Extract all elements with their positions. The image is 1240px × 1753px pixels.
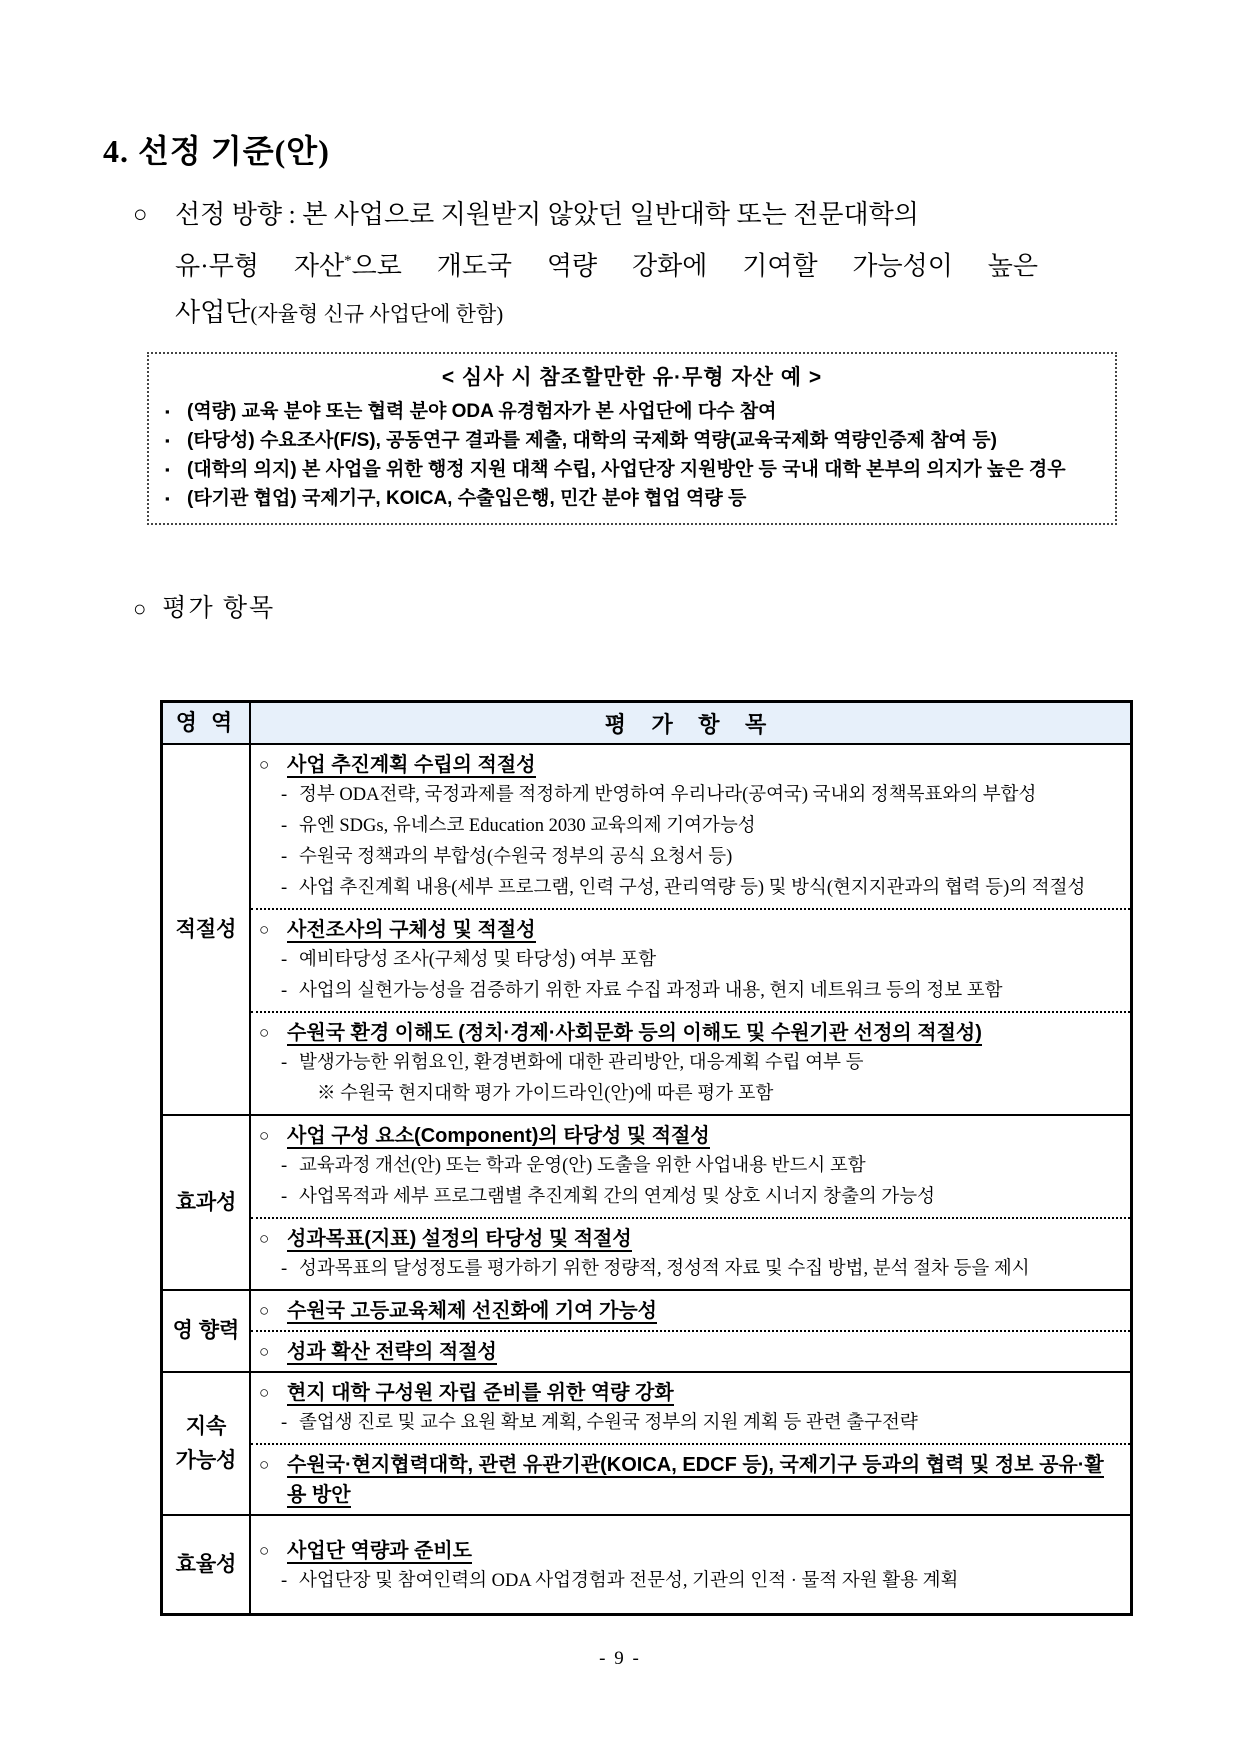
eval-section [251,1330,1130,1371]
eval-section [251,1373,1130,1443]
asset-item-text: (타당성) 수요조사(F/S), 공동연구 결과를 제출, 대학의 국제화 역량(교육국제화 역량인증제 참여 등) [187,430,997,451]
eval-section [251,1116,1130,1217]
circle-bullet-icon: ○ [133,596,149,621]
section-title: 수원국·현지협력대학, 관련 유관기관(KOICA, EDCF 등), 국제기구 등과의 협력 및 정보 공유·활용 방안 [287,1454,1104,1506]
sub-item: - 사업단장 및 참여인력의 ODA 사업경험과 전문성, 기관의 인적 · 물적 자원 활용 계획 [281,1571,959,1591]
asset-item-text: (대학의 의지) 본 사업을 위한 행정 지원 대책 수립, 사업단장 지원방안 등 국내 대학 본부의 의지가 높은 경우 [187,459,1066,480]
list-item [163,455,1101,484]
table-row-sustainability [163,1371,1130,1514]
area-label: 효율성 [163,1516,251,1613]
sub-item: - 교육과정 개선(안) 또는 학과 운영(안) 도출을 위한 사업내용 반드시 포함 [281,1156,866,1176]
table-row-adequacy [163,743,1130,1114]
circle-marker-icon: ○ [259,1383,270,1402]
sub-item: - 사업의 실현가능성을 검증하기 위한 자료 수집 과정과 내용, 현지 네트워크 등의 정보 포함 [281,981,1003,1001]
eval-section [251,908,1130,1011]
list-item [163,397,1101,426]
list-item [163,484,1101,513]
section-title: 사전조사의 구체성 및 적절성 [287,919,536,941]
eval-items-heading: ○ 평가 항목 [133,595,276,622]
page-title: 4. 선정 기준(안) [103,133,330,169]
eval-section [251,745,1130,908]
direction-line-1: 선정 방향 : 본 사업으로 지원받지 않았던 일반대학 또는 전문대학의 [175,200,919,229]
section-title: 사업 구성 요소(Component)의 타당성 및 적절성 [287,1125,710,1147]
sub-item: - 정부 ODA전략, 국정과제를 적정하게 반영하여 우리나라(공여국) 국내외 정책목표와의 부합성 [281,785,1037,805]
direction-line-2: 유·무형 자산*으로 개도국 역량 강화에 기여할 가능성이 높은 [175,251,1038,281]
square-bullet-icon: ▪ [165,491,170,506]
circle-marker-icon: ○ [259,1541,270,1560]
page-number: - 9 - [599,1648,641,1669]
area-label: 지속 가능성 [163,1373,251,1514]
header-area-cell: 영 역 [163,703,251,743]
sub-item: - 사업 추진계획 내용(세부 프로그램, 인력 구성, 관리역량 등) 및 방식(현지지관과의 협력 등)의 적절성 [281,878,1086,898]
section-title: 성과 확산 전략의 적절성 [287,1341,497,1363]
eval-section [251,1291,1130,1330]
footnote-asterisk: * [344,253,352,269]
circle-marker-icon: ○ [259,1126,270,1145]
sub-item: - 졸업생 진로 및 교수 요원 확보 계획, 수원국 정부의 지원 계획 등 관련 출구전략 [281,1413,918,1433]
section-title: 사업 추진계획 수립의 적절성 [287,754,536,776]
circle-marker-icon: ○ [259,1455,270,1474]
sub-item: - 수원국 정책과의 부합성(수원국 정부의 공식 요청서 등) [281,847,733,867]
sub-item: - 성과목표의 달성정도를 평가하기 위한 정량적, 정성적 자료 및 수집 방법, 분석 절차 등을 제시 [281,1259,1030,1279]
circle-marker-icon: ○ [259,755,270,774]
eval-section [251,1217,1130,1289]
area-label: 효과성 [163,1116,251,1289]
sub-item: - 예비타당성 조사(구체성 및 타당성) 여부 포함 [281,950,657,970]
selection-direction [133,192,1038,337]
circle-marker-icon: ○ [259,1023,270,1042]
eval-table [160,700,1133,1616]
direction-line-3: 사업단(자율형 신규 사업단에 한함) [175,297,504,327]
circle-marker-icon: ○ [259,1229,270,1248]
area-label: 영 향력 [163,1291,251,1371]
square-bullet-icon: ▪ [165,404,170,419]
table-header-row [163,703,1130,743]
direction-parenthetical: (자율형 신규 사업단에 한함) [250,301,504,326]
section-title: 성과목표(지표) 설정의 타당성 및 적절성 [287,1228,632,1250]
section-title: 수원국 환경 이해도 (정치·경제·사회문화 등의 이해도 및 수원기관 선정의 적절성) [287,1022,982,1044]
asset-box-title: < 심사 시 참조할만한 유·무형 자산 예 > [441,366,823,389]
eval-section [251,1011,1130,1114]
eval-section [251,1516,1130,1613]
asset-example-box [147,352,1117,525]
eval-section [251,1443,1130,1514]
sub-item: - 발생가능한 위험요인, 환경변화에 대한 관리방안, 대응계획 수립 여부 등 [281,1053,864,1073]
table-row-effectiveness [163,1114,1130,1289]
circle-marker-icon: ○ [259,920,270,939]
section-title: 사업단 역량과 준비도 [287,1540,472,1562]
note-line: ※ 수원국 현지대학 평가 가이드라인(안)에 따른 평가 포함 [317,1084,774,1104]
sub-item: - 사업목적과 세부 프로그램별 추진계획 간의 연계성 및 상호 시너지 창출의 가능성 [281,1187,935,1207]
circle-bullet-icon: ○ [133,202,148,228]
list-item [163,426,1101,455]
square-bullet-icon: ▪ [165,462,170,477]
table-row-efficiency [163,1514,1130,1613]
sub-item: - 유엔 SDGs, 유네스코 Education 2030 교육의제 기여가능성 [281,816,756,836]
circle-marker-icon: ○ [259,1301,270,1320]
asset-item-text: (역량) 교육 분야 또는 협력 분야 ODA 유경험자가 본 사업단에 다수 참여 [187,401,777,422]
square-bullet-icon: ▪ [165,433,170,448]
asset-item-text: (타기관 협업) 국제기구, KOICA, 수출입은행, 민간 분야 협업 역량 등 [187,488,747,509]
circle-marker-icon: ○ [259,1342,270,1361]
header-items-cell: 평 가 항 목 [604,711,777,737]
table-row-impact [163,1289,1130,1371]
area-label: 적절성 [163,745,251,1114]
section-title: 수원국 고등교육체제 선진화에 기여 가능성 [287,1300,657,1322]
section-title: 현지 대학 구성원 자립 준비를 위한 역량 강화 [287,1382,674,1404]
